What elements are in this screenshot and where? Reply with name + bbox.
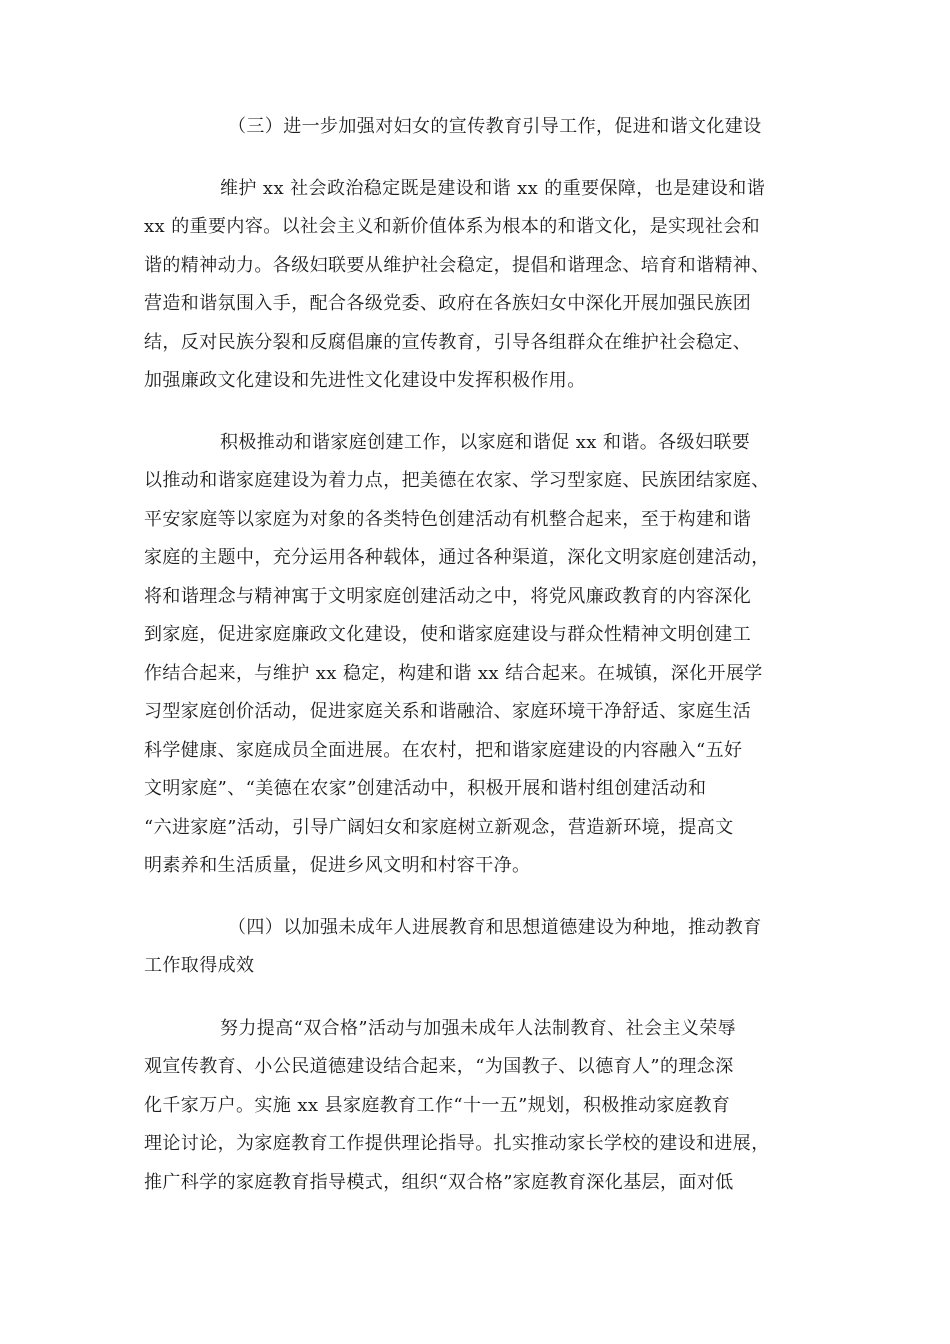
paragraph-line: 观宣传教育、小公民道德建设结合起来，“为国教子、以德育人”的理念深 [144, 1056, 734, 1077]
paragraph-line: 积极推动和谐家庭创建工作，以家庭和谐促 xx 和谐。各级妇联要 [220, 432, 751, 453]
paragraph-line: 平安家庭等以家庭为对象的各类特色创建活动有机整合起来，至于构建和谐 [144, 509, 752, 530]
paragraph-line: 以推动和谐家庭建设为着力点，把美德在农家、学习型家庭、民族团结家庭、 [144, 470, 770, 491]
paragraph-line: xx 的重要内容。以社会主义和新价值体系为根本的和谐文化，是实现社会和 [144, 216, 761, 237]
section-heading: 工作取得成效 [144, 955, 255, 976]
paragraph-line: 维护 xx 社会政治稳定既是建设和谐 xx 的重要保障，也是建设和谐 [220, 178, 766, 199]
paragraph-line: 到家庭，促进家庭廉政文化建设，使和谐家庭建设与群众性精神文明创建工 [144, 624, 752, 645]
paragraph-line: 将和谐理念与精神寓于文明家庭创建活动之中，将党风廉政教育的内容深化 [144, 586, 752, 607]
paragraph-line: 作结合起来，与维护 xx 稳定，构建和谐 xx 结合起来。在城镇，深化开展学 [144, 663, 763, 684]
paragraph-line: 习型家庭创价活动，促进家庭关系和谐融洽、家庭环境干净舒适、家庭生活 [144, 701, 752, 722]
section-heading: （四）以加强未成年人进展教育和思想道德建设为种地，推动教育 [228, 917, 762, 938]
paragraph-line: 努力提高“双合格”活动与加强未成年人法制教育、社会主义荣辱 [220, 1018, 737, 1039]
paragraph-line: 化千家万户。实施 xx 县家庭教育工作“十一五”规划，积极推动家庭教育 [144, 1095, 731, 1116]
paragraph-line: 加强廉政文化建设和先进性文化建设中发挥积极作用。 [144, 370, 586, 391]
paragraph-line: 理论讨论，为家庭教育工作提供理论指导。扎实推动家长学校的建设和进展， [144, 1133, 770, 1154]
paragraph-line: 明素养和生活质量，促进乡风文明和村容干净。 [144, 855, 531, 876]
paragraph-line: “六进家庭”活动，引导广阔妇女和家庭树立新观念，营造新环境，提高文 [144, 817, 734, 838]
paragraph-line: 科学健康、家庭成员全面进展。在农村，把和谐家庭建设的内容融入“五好 [144, 740, 743, 761]
paragraph-line: 推广科学的家庭教育指导模式，组织“双合格”家庭教育深化基层，面对低 [144, 1172, 734, 1193]
paragraph-line: 家庭的主题中，充分运用各种载体，通过各种渠道，深化文明家庭创建活动， [144, 547, 770, 568]
paragraph-line: 谐的精神动力。各级妇联要从维护社会稳定，提倡和谐理念、培育和谐精神、 [144, 255, 770, 276]
paragraph-line: 结，反对民族分裂和反腐倡廉的宣传教育，引导各组群众在维护社会稳定、 [144, 332, 752, 353]
paragraph-line: 营造和谐氛围入手，配合各级党委、政府在各族妇女中深化开展加强民族团 [144, 293, 752, 314]
section-heading: （三）进一步加强对妇女的宣传教育引导工作，促进和谐文化建设 [228, 116, 762, 137]
paragraph-line: 文明家庭”、“美德在农家”创建活动中，积极开展和谐村组创建活动和 [144, 778, 707, 799]
